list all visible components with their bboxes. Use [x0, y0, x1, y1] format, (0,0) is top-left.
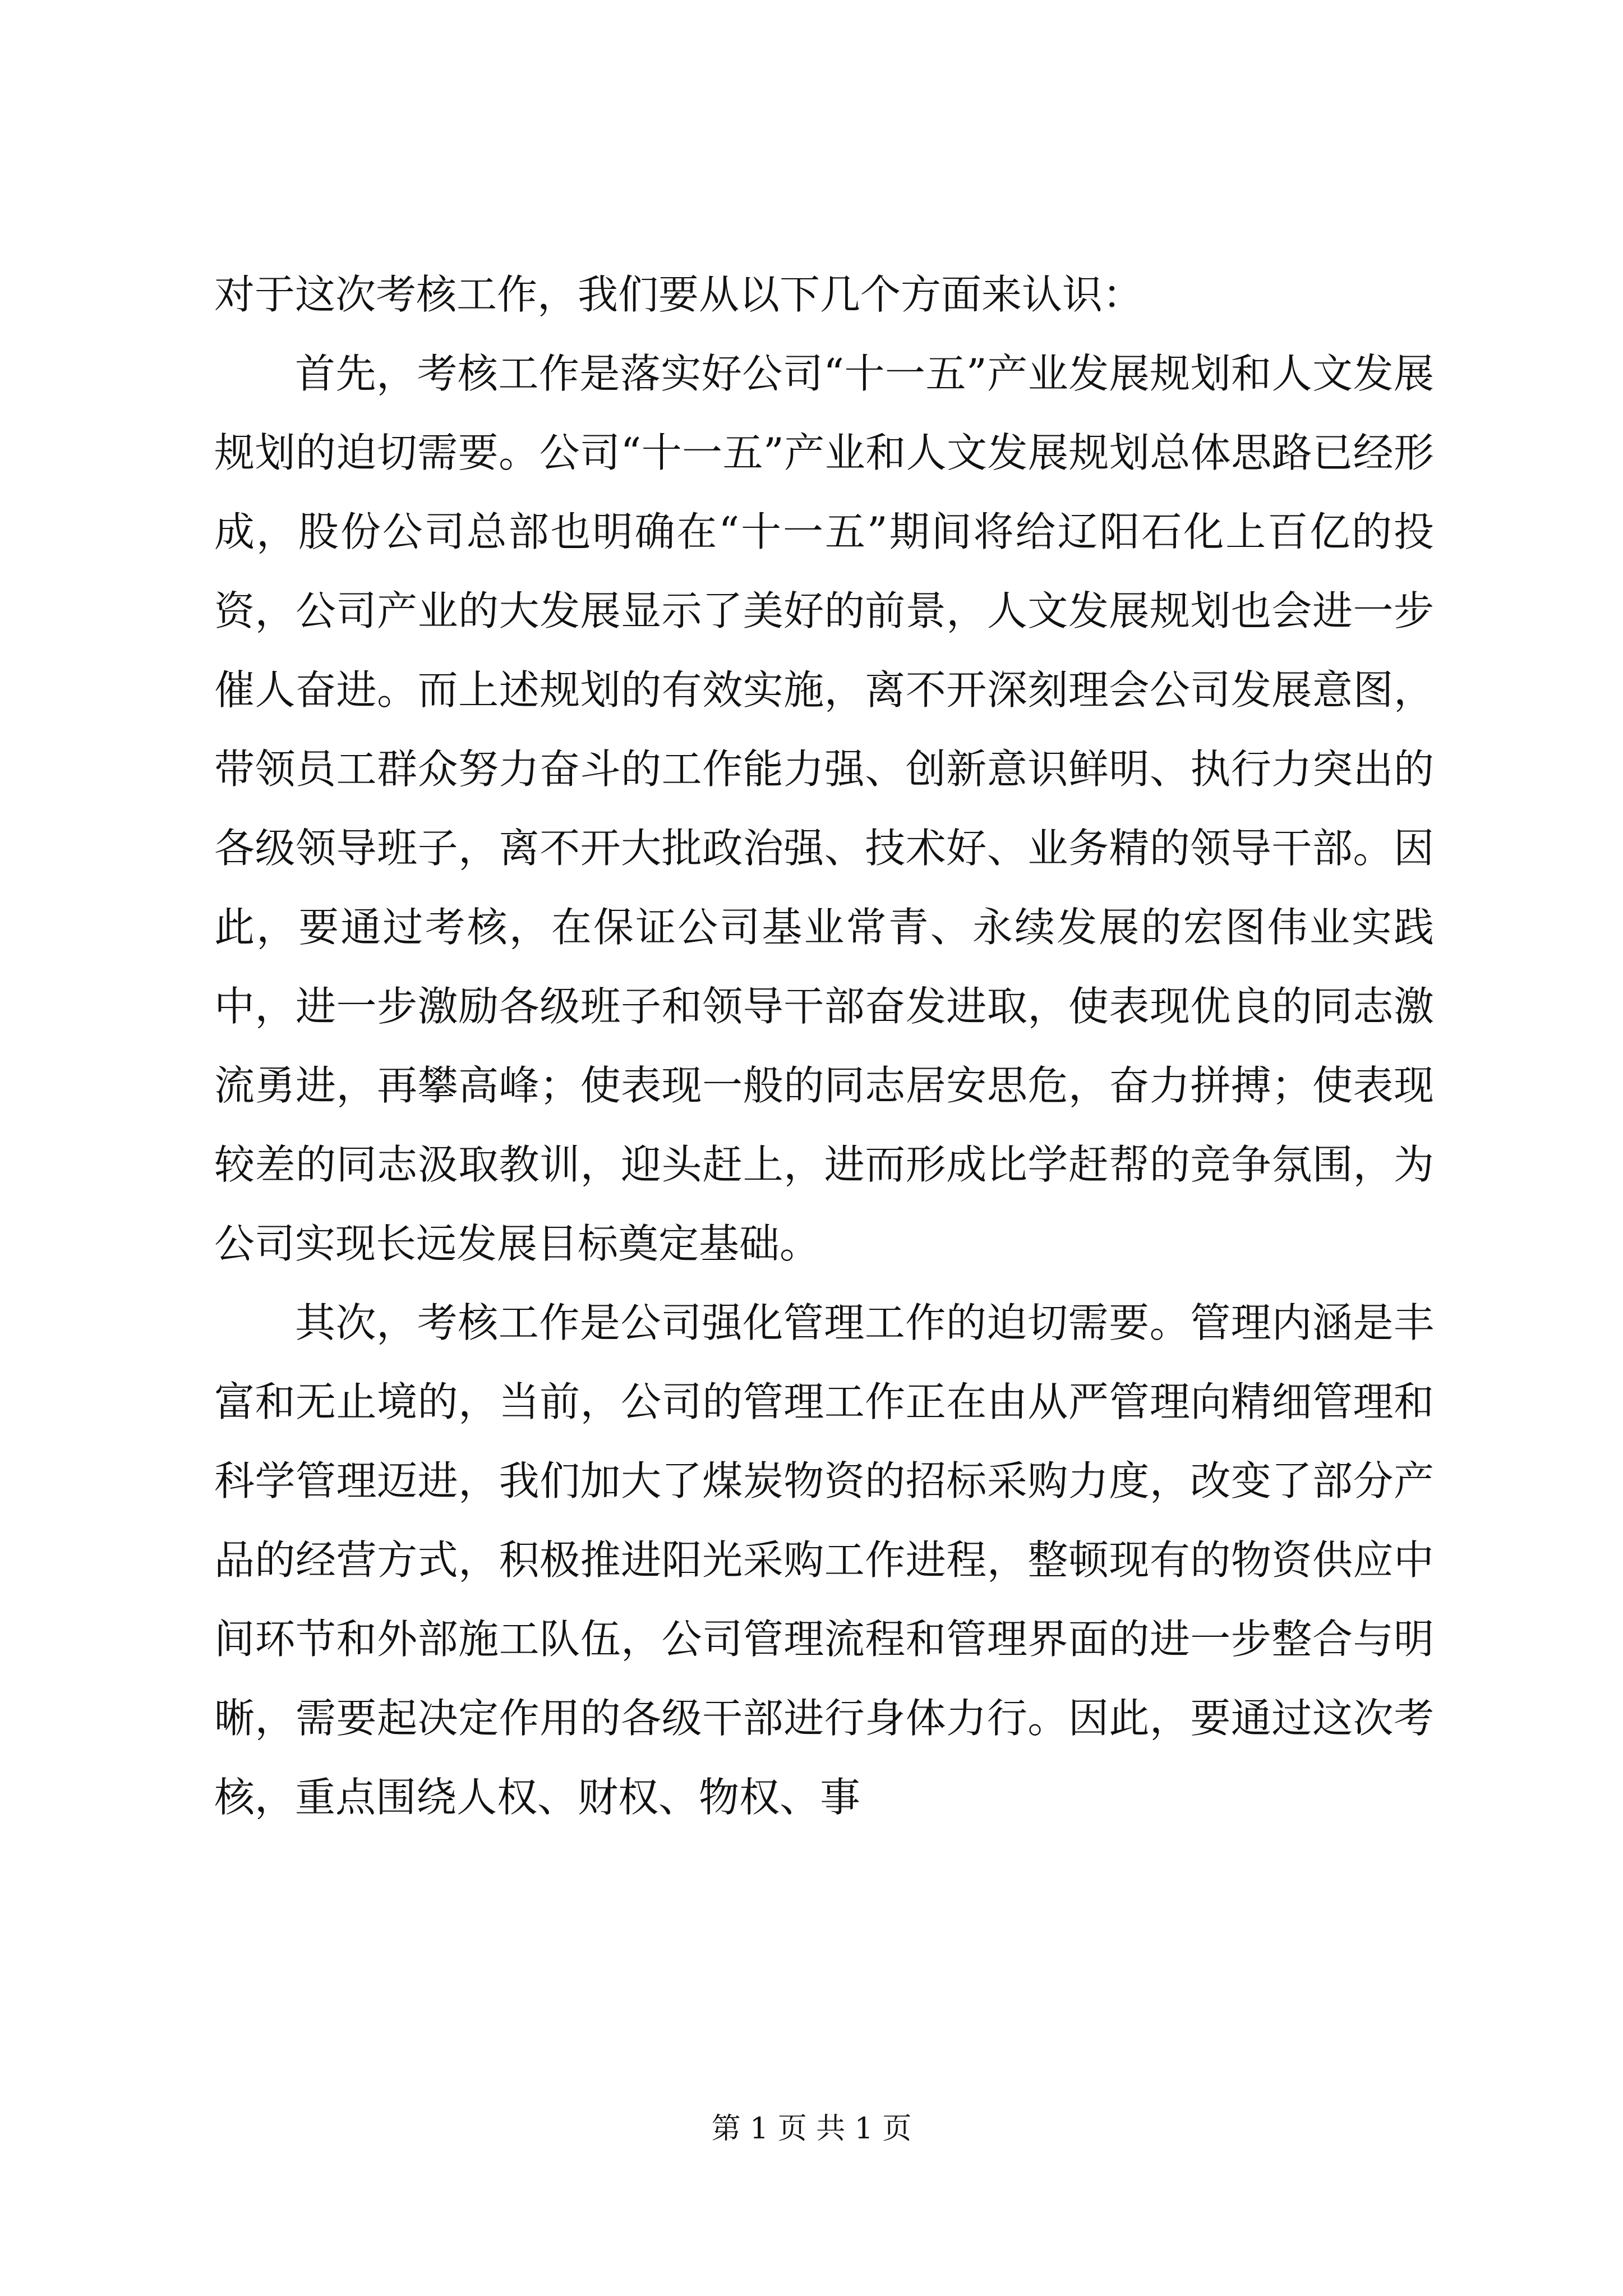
- page-footer: 第 1 页 共 1 页: [711, 2112, 912, 2146]
- paragraph-second-point: 其次，考核工作是公司强化管理工作的迫切需要。管理内涵是丰富和无止境的，当前，公司的管理工作正在由从严管理向精细管理和科学管理迈进，我们加大了煤炭物资的招标采购力度，改变了部分产品的经营方式，积极推进阳光采购工作进程，整顿现有的物资供应中间环节和外部施工队伍，公司管理流程和管理界面的进一步整合与明晰，需要起决定作用的各级干部进行身体力行。因此，要通过这次考核，重点围绕人权、财权、物权、事: [214, 1299, 1434, 1821]
- paragraph-intro: 对于这次考核工作，我们要从以下几个方面来认识：: [214, 271, 1144, 318]
- document-body: [214, 255, 1434, 1837]
- paragraph-first-point: 首先，考核工作是落实好公司“十一五”产业发展规划和人文发展规划的迫切需要。公司“十一五”产业和人文发展规划总体思路已经形成，股份公司总部也明确在“十一五”期间将给辽阳石化上百亿的投资，公司产业的大发展显示了美好的前景，人文发展规划也会进一步催人奋进。而上述规划的有效实施，离不开深刻理会公司发展意图，带领员工群众努力奋斗的工作能力强、创新意识鲜明、执行力突出的各级领导班子，离不开大批政治强、技术好、业务精的领导干部。因此，要通过考核，在保证公司基业常青、永续发展的宏图伟业实践中，进一步激励各级班子和领导干部奋发进取，使表现优良的同志激流勇进，再攀高峰；使表现一般的同志居安思危，奋力拼搏；使表现较差的同志汲取教训，迎头赶上，进而形成比学赶帮的竞争氛围，为公司实现长远发展目标奠定基础。: [214, 350, 1434, 1267]
